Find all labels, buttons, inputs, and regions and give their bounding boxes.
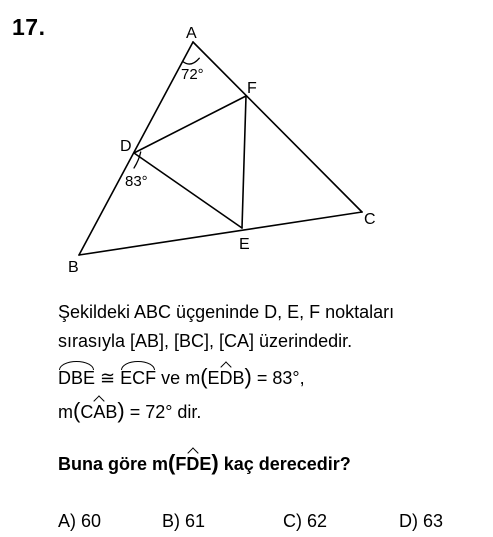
option-a-value: 60: [81, 511, 102, 531]
problem-line-1: Şekildeki ABC üçgeninde D, E, F noktaları: [58, 302, 395, 322]
label-c: C: [364, 211, 376, 228]
measure-m-1: m: [185, 368, 201, 388]
angle-cab: CAB: [80, 402, 118, 422]
problem-line-2: sırasıyla [AB], [BC], [CA] üzerindedir.: [58, 331, 353, 351]
problem-line-4: m(CAB) = 72° dir.: [58, 398, 202, 423]
label-d: D: [120, 138, 132, 155]
label-e: E: [239, 236, 250, 253]
option-d[interactable]: [399, 511, 443, 532]
label-b: B: [68, 259, 79, 276]
side-bc: [79, 212, 362, 255]
option-d-value: 63: [423, 511, 444, 531]
arc-ecf: ECF: [120, 368, 157, 388]
option-b[interactable]: [162, 511, 205, 532]
arc-dbe: DBE: [58, 368, 96, 388]
angle-a-label: 72°: [181, 66, 204, 83]
conjunction-ve: ve: [161, 368, 181, 388]
angle-fde: FDE: [175, 454, 212, 474]
prompt-suffix: kaç derecedir?: [223, 454, 351, 474]
option-b-label: B): [162, 511, 180, 531]
prompt-prefix: Buna göre m: [58, 454, 169, 474]
angle-d-label: 83°: [125, 173, 148, 190]
option-d-label: D): [399, 511, 418, 531]
option-c-value: 62: [307, 511, 328, 531]
congruent-symbol: ≅: [100, 368, 116, 388]
side-ab: [79, 42, 193, 255]
angle-arc-a: [183, 58, 200, 64]
angle-edb: EDB: [207, 368, 245, 388]
equals-83: = 83°,: [256, 368, 305, 388]
question-prompt: Buna göre m(FDE) kaç derecedir?: [58, 450, 351, 475]
question-number: 17.: [12, 14, 46, 40]
option-c-label: C): [283, 511, 302, 531]
segment-df: [134, 96, 246, 153]
side-ac: [193, 42, 362, 212]
label-f: F: [247, 80, 257, 97]
equals-72: = 72° dir.: [129, 402, 202, 422]
option-a-label: A): [58, 511, 76, 531]
problem-line-3: DBE ≅ ECF ve m(EDB) = 83°,: [58, 364, 305, 389]
measure-m-2: m: [58, 402, 73, 422]
option-a[interactable]: [58, 511, 101, 532]
label-a: A: [186, 25, 197, 42]
segment-de: [134, 153, 242, 228]
option-c[interactable]: [283, 511, 327, 532]
option-b-value: 61: [185, 511, 206, 531]
segment-fe: [242, 96, 246, 228]
